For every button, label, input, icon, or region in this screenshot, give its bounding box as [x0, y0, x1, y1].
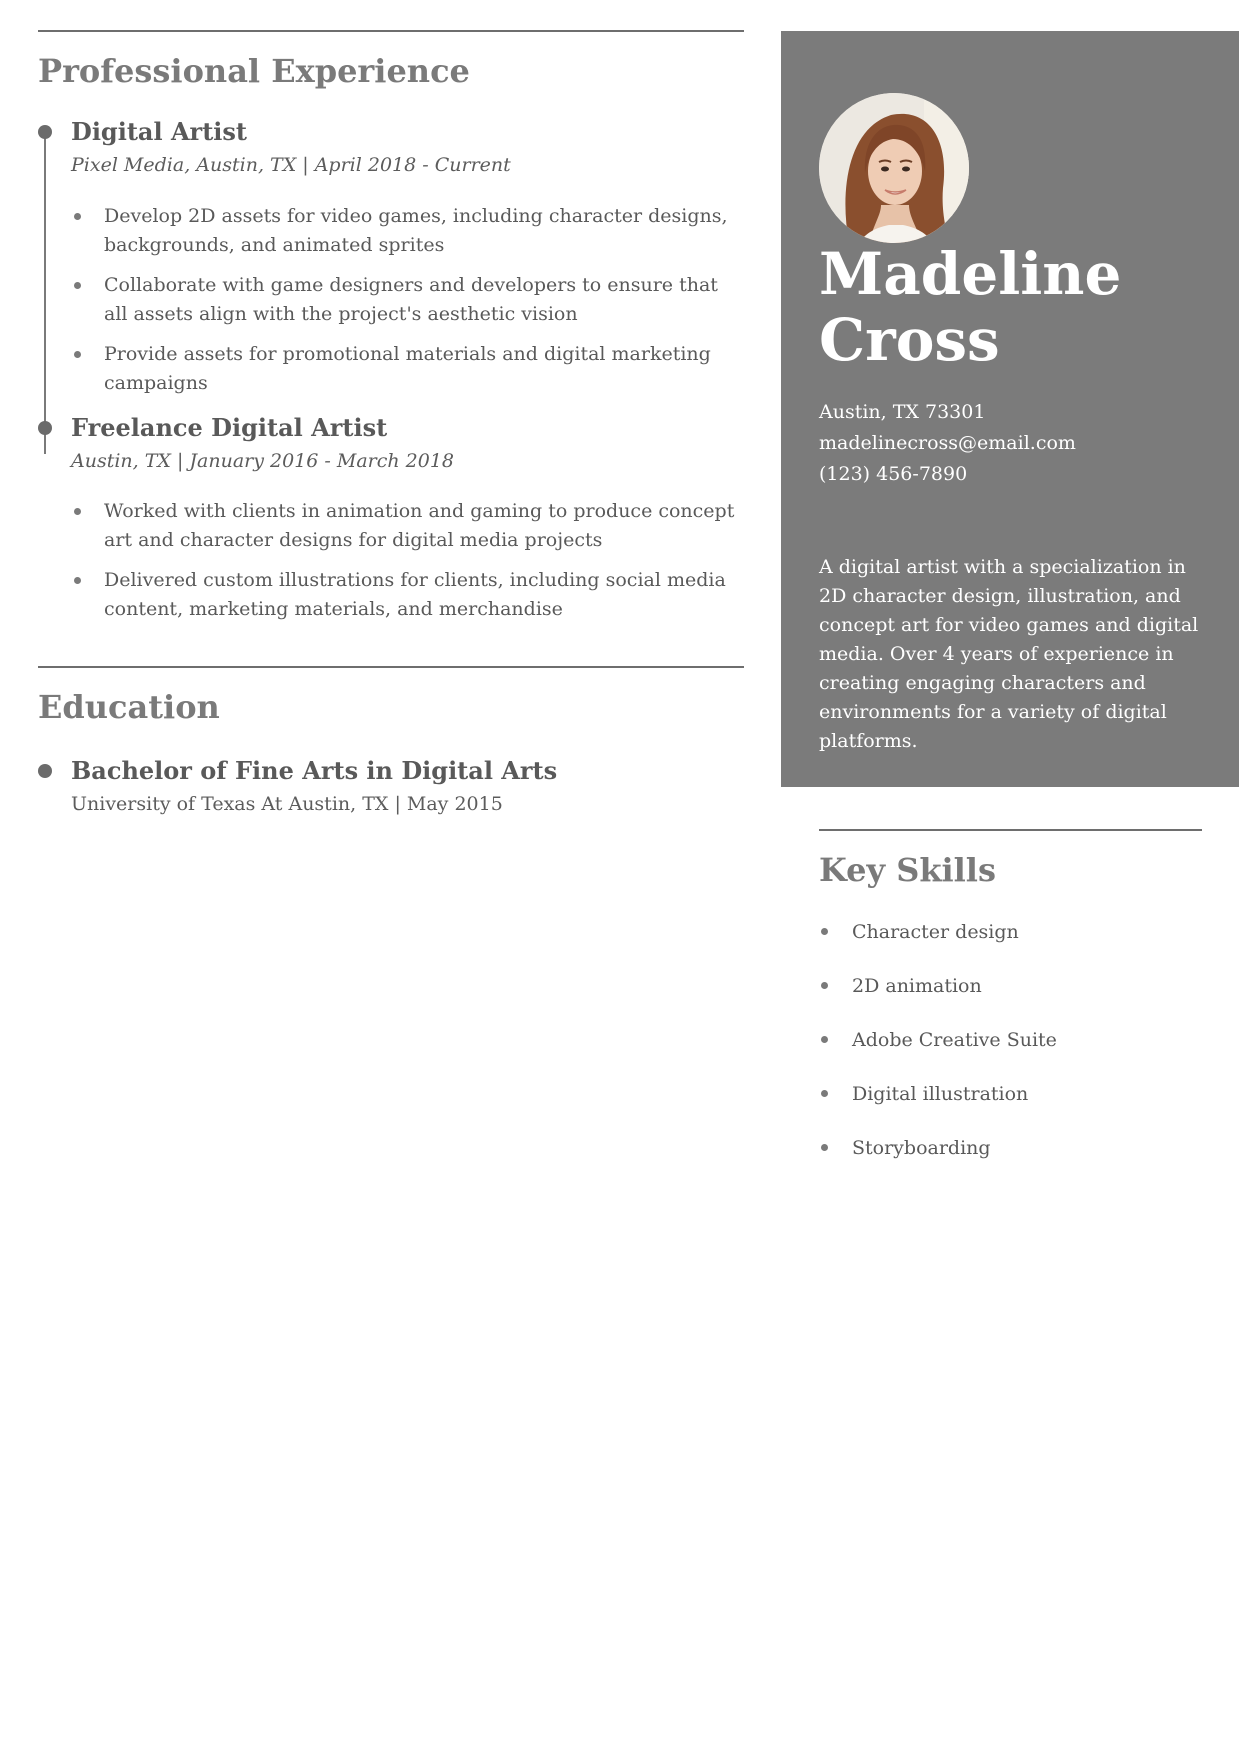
- skill-text: Digital illustration: [852, 1083, 1029, 1106]
- avatar: [819, 93, 969, 243]
- profile-photo: [819, 93, 969, 243]
- bullet-icon: [74, 577, 81, 584]
- list-item: [71, 202, 744, 260]
- skills-list: [819, 917, 1202, 1163]
- bullet-icon: [821, 928, 828, 935]
- list-item: [819, 917, 1202, 947]
- job-title: Digital Artist: [71, 117, 248, 147]
- job-title: Freelance Digital Artist: [71, 412, 388, 442]
- experience-timeline: [38, 118, 744, 624]
- job-entry: [38, 118, 744, 397]
- job-entry: [38, 414, 744, 624]
- job-subtitle: Pixel Media, Austin, TX | April 2018 - Current: [71, 154, 511, 177]
- degree-title: Bachelor of Fine Arts in Digital Arts: [71, 755, 558, 785]
- bullet-icon: [74, 508, 81, 515]
- first-name: Madeline: [819, 240, 1122, 308]
- experience-heading: Professional Experience: [38, 52, 470, 90]
- bullet-text: Collaborate with game designers and developers to ensure that all assets align with the project's aesthetic vision: [104, 273, 718, 325]
- timeline-dot: [38, 764, 52, 778]
- address: Austin, TX 73301: [819, 401, 986, 423]
- profile-summary: A digital artist with a specialization in 2D character design, illustration, and concept art for video games and digital media. Over 4 years of experience in creating engaging characters and environments for a variety of digital platforms.: [819, 556, 1199, 752]
- bullet-icon: [821, 1036, 828, 1043]
- list-item: [819, 1025, 1202, 1055]
- list-item: [819, 1079, 1202, 1109]
- bullet-icon: [821, 1090, 828, 1097]
- timeline-dot: [38, 125, 52, 139]
- education-entry: [38, 757, 744, 816]
- education-heading: Education: [38, 688, 220, 727]
- skills-heading: Key Skills: [819, 851, 996, 889]
- job-bullets: [71, 497, 744, 624]
- profile-name: [819, 241, 1121, 373]
- skill-text: Storyboarding: [852, 1137, 991, 1160]
- bullet-icon: [74, 282, 81, 289]
- school-info: University of Texas At Austin, TX | May 2015: [71, 792, 503, 815]
- contact-info: [819, 397, 1076, 490]
- bullet-icon: [821, 982, 828, 989]
- skill-text: Character design: [852, 921, 1019, 944]
- job-subtitle: Austin, TX | January 2016 - March 2018: [71, 449, 455, 472]
- timeline-dot: [38, 421, 52, 435]
- bullet-icon: [821, 1144, 828, 1151]
- bullet-icon: [74, 351, 81, 358]
- phone: (123) 456-7890: [819, 463, 968, 485]
- skills-section: [819, 829, 1202, 1187]
- bullet-text: Develop 2D assets for video games, including character designs, backgrounds, and animated sprites: [104, 204, 728, 256]
- last-name: Cross: [819, 306, 1000, 374]
- skill-text: 2D animation: [852, 975, 982, 998]
- list-item: [71, 566, 744, 624]
- profile-sidebar: [781, 31, 1239, 787]
- list-item: [819, 1133, 1202, 1163]
- bullet-icon: [74, 213, 81, 220]
- bullet-text: Delivered custom illustrations for clients, including social media content, marketing materials, and merchandise: [104, 569, 726, 621]
- list-item: [819, 971, 1202, 1001]
- skill-text: Adobe Creative Suite: [852, 1029, 1057, 1052]
- main-column: [38, 30, 744, 816]
- job-bullets: [71, 202, 744, 398]
- section-divider: [38, 666, 744, 668]
- section-divider: [38, 30, 744, 32]
- section-divider: [819, 829, 1202, 831]
- list-item: [71, 497, 744, 555]
- email: madelinecross@email.com: [819, 432, 1076, 454]
- list-item: [71, 271, 744, 329]
- bullet-text: Provide assets for promotional materials and digital marketing campaigns: [104, 342, 711, 394]
- list-item: [71, 340, 744, 398]
- bullet-text: Worked with clients in animation and gaming to produce concept art and character designs for digital media projects: [104, 500, 735, 552]
